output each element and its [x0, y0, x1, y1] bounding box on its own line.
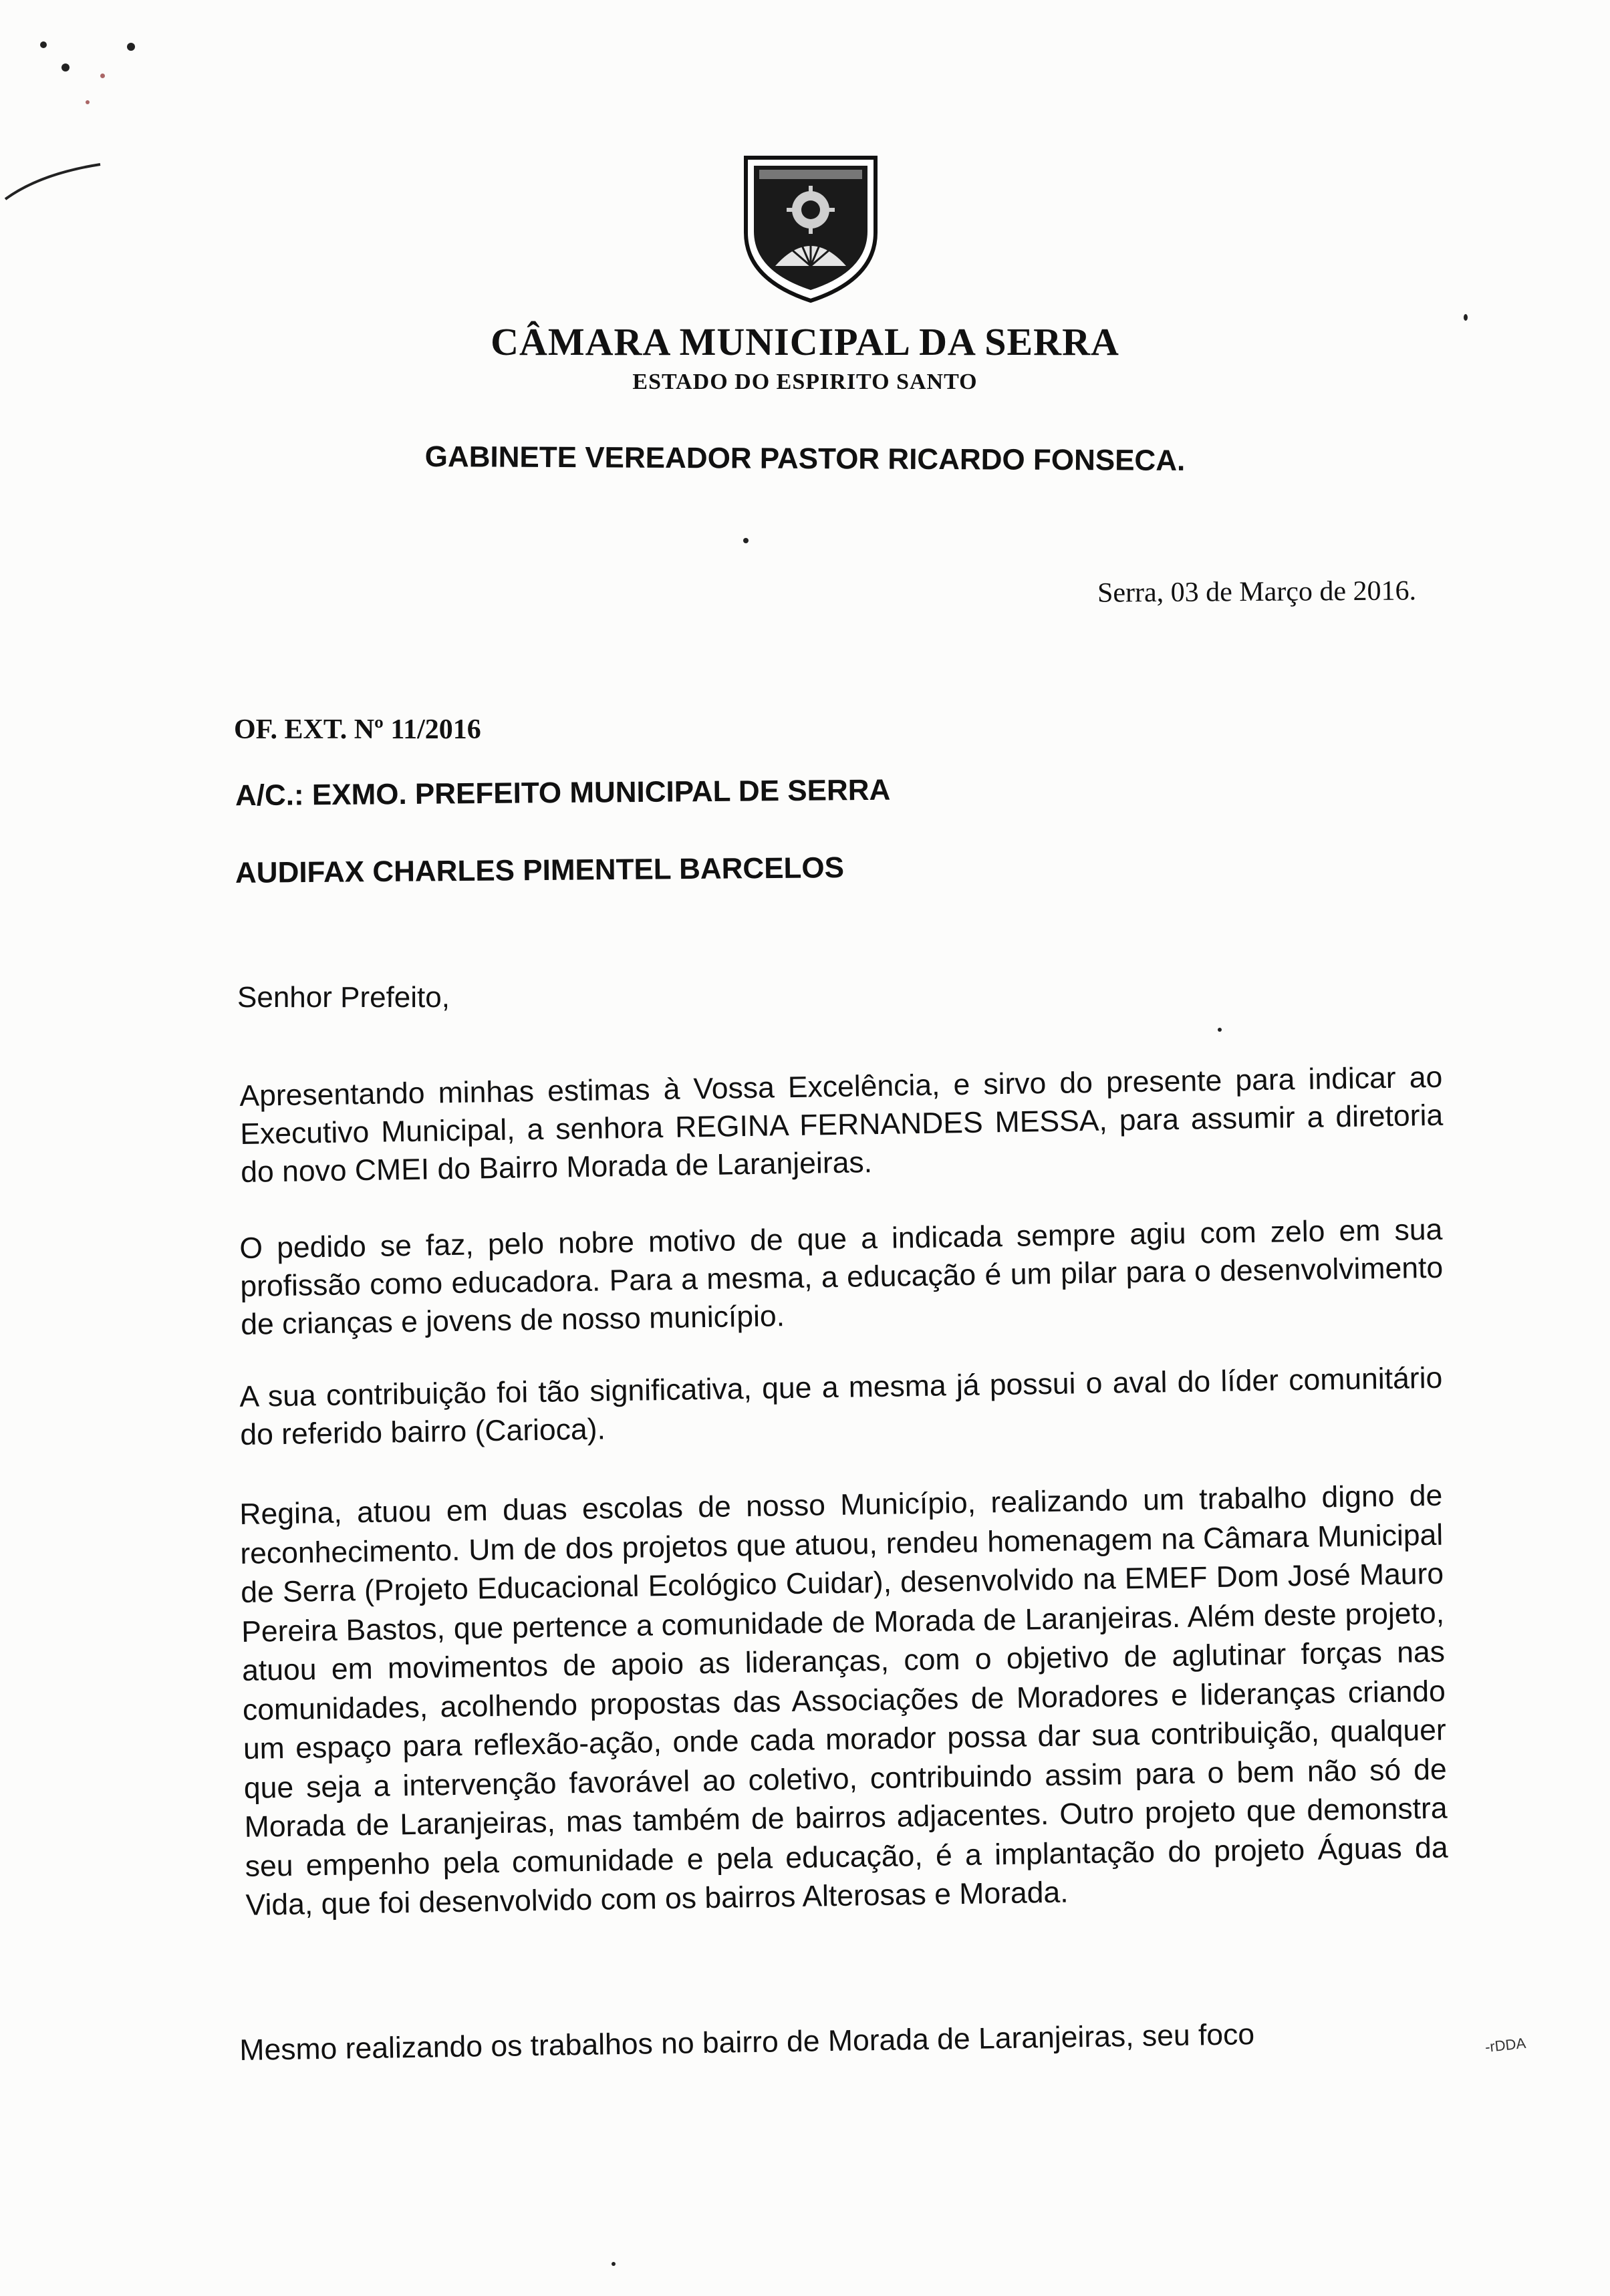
scan-speck [100, 74, 105, 78]
scan-speck [127, 43, 135, 51]
letter-reference-number: OF. EXT. Nº 11/2016 [234, 714, 481, 745]
body-paragraph-continued: Mesmo realizando os trabalhos no bairro de Morada de Laranjeiras, seu foco [239, 2018, 1255, 2067]
addressee-line-2: AUDIFAX CHARLES PIMENTEL BARCELOS [235, 851, 845, 889]
scan-speck [40, 41, 47, 48]
scan-speck [612, 2262, 616, 2266]
scan-speck [61, 63, 70, 71]
addressee-line-1: A/C.: EXMO. PREFEITO MUNICIPAL DE SERRA [235, 773, 891, 813]
margin-note: -rDDA [1484, 2034, 1527, 2056]
body-paragraph: A sua contribuição foi tão significativa, que a mesma já possui o aval do líder comunitário do referido bairro (Carioca). [239, 1361, 1443, 1451]
body-paragraph: O pedido se faz, pelo nobre motivo de que a indicada sempre agiu com zelo em sua profissão como educadora. Para a mesma, a educação é um pilar para o desenvolvimento de crianças e jovens de nosso município. [239, 1213, 1444, 1341]
chamber-title: CÂMARA MUNICIPAL DA SERRA [491, 320, 1119, 364]
salutation: Senhor Prefeito, [237, 981, 450, 1014]
municipal-coat-of-arms-emblem [741, 152, 881, 306]
councilman-office-heading: GABINETE VEREADOR PASTOR RICARDO FONSECA. [424, 440, 1186, 477]
body-paragraph: Regina, atuou em duas escolas de nosso Município, realizando um trabalho digno de reconhecimento. Um de dos projetos que atuou, rendeu homenagem na Câmara Municipal de Serra (Projeto Educacional Ecológico Cuidar), desenvolvido na EMEF Dom José Mauro Pereira Bastos, que pertence a comunidade de Morada de Laranjeiras. Além deste projeto, atuou em movimentos de apoio as lideranças, com o objetivo de aglutinar forças nas comunidades, acolhendo propostas das Associações de Moradores e lideranças criando um espaço para reflexão-ação, onde cada morador possa dar sua contribuição, qualquer que seja a intervenção favorável ao coletivo, contribuindo assim para o bem não só de Morada de Laranjeiras, mas também de bairros adjacentes. Outro projeto que demonstra seu empenho pela comunidade e pela educação, é a implantação do projeto Águas da Vida, que foi desenvolvido com os bairros Alterosas e Morada. [239, 1479, 1448, 1922]
state-subtitle: ESTADO DO ESPIRITO SANTO [632, 370, 978, 394]
scan-speck [743, 538, 749, 543]
scan-speck [1218, 1028, 1222, 1032]
letter-date: Serra, 03 de Março de 2016. [1097, 575, 1417, 609]
scan-speck [86, 100, 90, 104]
pen-stroke-mark [0, 147, 107, 207]
body-paragraph: Apresentando minhas estimas à Vossa Excelência, e sirvo do presente para indicar ao Executivo Municipal, a senhora REGINA FERNANDES MESSA, para assumir a diretoria do novo CMEI do Bairro Morada de Laranjeiras. [239, 1060, 1444, 1189]
